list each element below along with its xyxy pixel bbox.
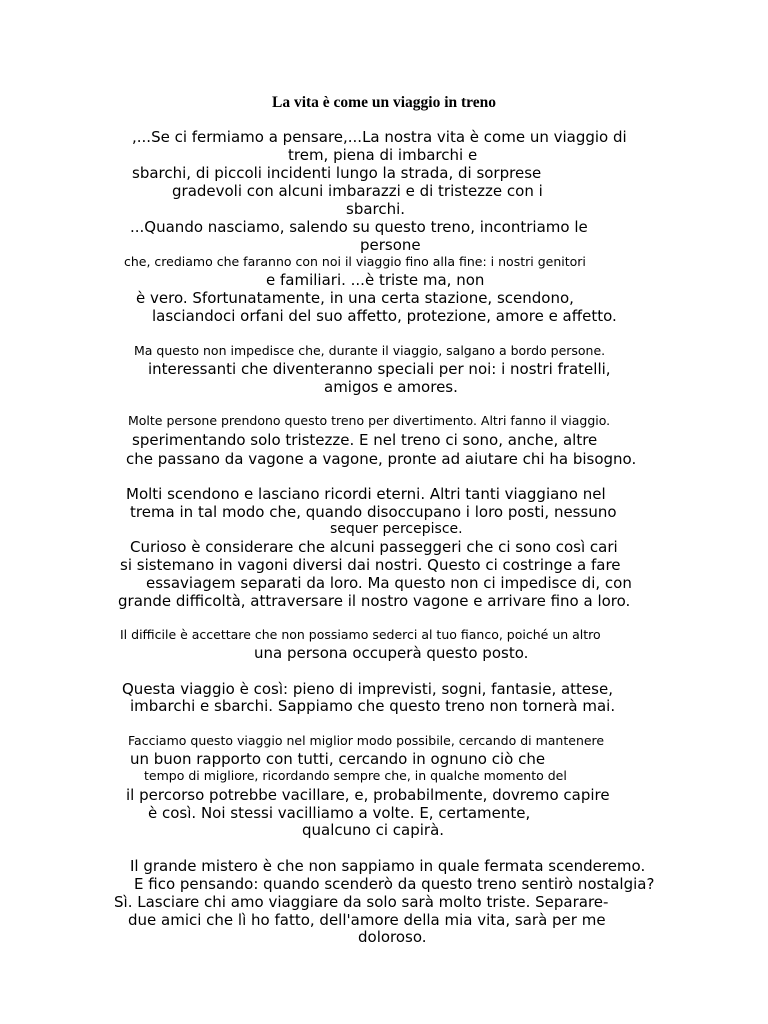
- text-line: che passano da vagone a vagone, pronte ad aiutare chi ha bisogno.: [126, 450, 637, 468]
- text-line: sbarchi.: [346, 200, 406, 218]
- text-line: un buon rapporto con tutti, cercando in ognuno ciò che: [130, 750, 546, 768]
- text-line: E fico pensando: quando scenderò da questo treno sentirò nostalgia?: [134, 875, 655, 893]
- text-line: essaviagem separati da loro. Ma questo non ci impedisce di, con: [146, 574, 632, 592]
- text-line: trem, piena di imbarchi e: [288, 146, 478, 164]
- text-line: interessanti che diventeranno speciali per noi: i nostri fratelli,: [148, 360, 611, 378]
- text-line: che, crediamo che faranno con noi il viaggio fino alla fine: i nostri genitori: [124, 254, 586, 269]
- text-line: Curioso è considerare che alcuni passeggeri che ci sono così cari: [130, 538, 618, 556]
- text-line: Il difficile è accettare che non possiamo sederci al tuo fianco, poiché un altro: [120, 627, 601, 642]
- text-line: ...Quando nasciamo, salendo su questo treno, incontriamo le: [130, 218, 588, 236]
- text-line: qualcuno ci capirà.: [302, 821, 445, 839]
- text-line: persone: [360, 236, 421, 254]
- text-line: trema in tal modo che, quando disoccupano i loro posti, nessuno: [130, 503, 617, 521]
- text-line: Il grande mistero è che non sappiamo in quale fermata scenderemo.: [130, 857, 646, 875]
- text-line: doloroso.: [358, 928, 427, 946]
- text-line: è così. Noi stessi vacilliamo a volte. E, certamente,: [148, 804, 531, 822]
- text-line: amigos e amores.: [324, 378, 458, 396]
- text-line: Facciamo questo viaggio nel miglior modo possibile, cercando di mantenere: [128, 733, 605, 748]
- text-line: Ma questo non impedisce che, durante il viaggio, salgano a bordo persone.: [134, 343, 606, 358]
- text-line: è vero. Sfortunatamente, in una certa stazione, scendono,: [136, 289, 574, 307]
- text-line: Sì. Lasciare chi amo viaggiare da solo sarà molto triste. Separare-: [114, 893, 609, 911]
- document-title: La vita è come un viaggio in treno: [271, 94, 497, 111]
- text-line: gradevoli con alcuni imbarazzi e di tristezze con i: [172, 182, 543, 200]
- text-line: sequer percepisce.: [330, 521, 463, 537]
- text-line: una persona occuperà questo posto.: [254, 644, 529, 662]
- text-line: due amici che lì ho fatto, dell'amore della mia vita, sarà per me: [128, 911, 606, 929]
- text-line: imbarchi e sbarchi. Sappiamo che questo treno non tornerà mai.: [130, 697, 616, 715]
- text-line: tempo di migliore, ricordando sempre che, in qualche momento del: [144, 768, 567, 783]
- text-line: ,...Se ci fermiamo a pensare,...La nostra vita è come un viaggio di: [132, 128, 627, 146]
- text-line: e familiari. ...è triste ma, non: [266, 271, 485, 289]
- text-line: lasciandoci orfani del suo affetto, protezione, amore e affetto.: [152, 307, 617, 325]
- text-line: il percorso potrebbe vacillare, e, probabilmente, dovremo capire: [126, 786, 610, 804]
- text-line: Molti scendono e lasciano ricordi eterni. Altri tanti viaggiano nel: [126, 485, 606, 503]
- text-line: grande difficoltà, attraversare il nostro vagone e arrivare fino a loro.: [118, 592, 631, 610]
- text-line: sbarchi, di piccoli incidenti lungo la strada, di sorprese: [132, 164, 542, 182]
- text-line: Questa viaggio è così: pieno di imprevisti, sogni, fantasie, attese,: [122, 680, 613, 698]
- text-line: si sistemano in vagoni diversi dai nostri. Questo ci costringe a fare: [120, 556, 621, 574]
- text-line: sperimentando solo tristezze. E nel treno ci sono, anche, altre: [132, 431, 598, 449]
- text-line: Molte persone prendono questo treno per divertimento. Altri fanno il viaggio.: [128, 413, 611, 428]
